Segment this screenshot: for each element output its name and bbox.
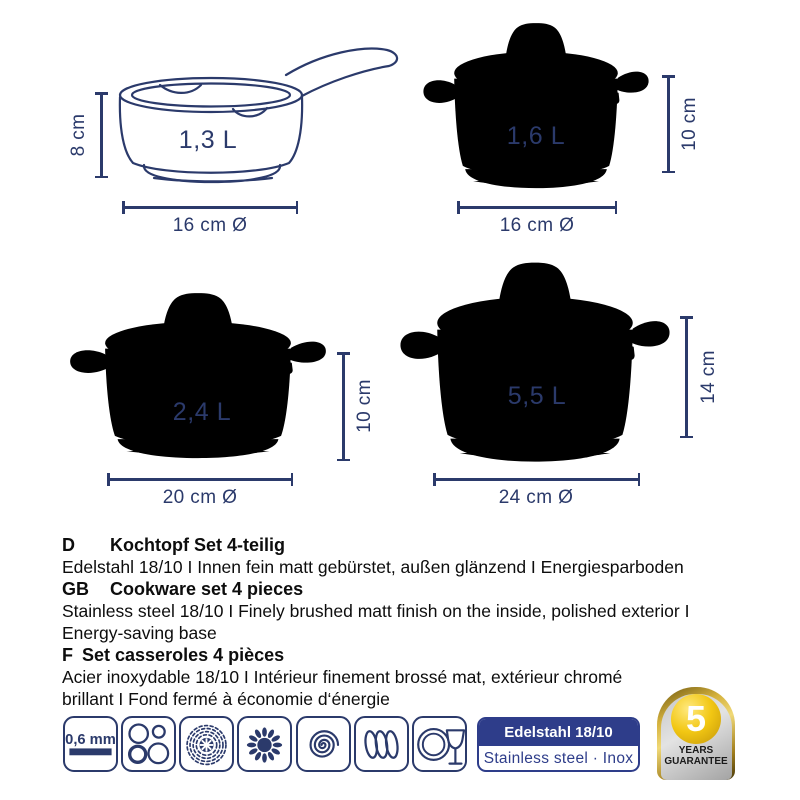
volume-label: 1,3 L (178, 126, 238, 154)
material-thickness-icon (63, 716, 118, 772)
description-title-text: Set casseroles 4 pièces (82, 645, 285, 665)
diameter-dimension-label: 16 cm Ø (499, 215, 575, 236)
material-badge-primary: Edelstahl 18/10 (479, 719, 638, 746)
guarantee-seal-body (661, 694, 732, 780)
description-title (62, 534, 774, 556)
material-badge (477, 717, 640, 772)
volume-label: 5,5 L (507, 382, 567, 410)
volume-label: 1,6 L (506, 122, 566, 150)
electric-hob-icon (296, 716, 351, 772)
dishwasher-safe-icon (412, 716, 467, 772)
diameter-dimension-label: 24 cm Ø (498, 487, 574, 508)
description-title (62, 578, 774, 600)
gas-hob-icon (237, 716, 292, 772)
language-code: F (62, 645, 73, 665)
thickness-label: 0,6 mm (65, 732, 116, 748)
height-dimension-line (685, 316, 688, 438)
height-dimension-label: 10 cm (354, 379, 375, 433)
guarantee-word-guarantee: GUARANTEE (664, 755, 728, 767)
description-title (62, 644, 774, 666)
material-badge-secondary: Stainless steel · Inox (483, 750, 634, 767)
description-body-line: Acier inoxydable 18/10 I Intérieur finement brossé mat, extérieur chromé (62, 667, 623, 687)
casserole-24cm-drawing (394, 254, 676, 476)
height-dimension-label: 8 cm (68, 113, 89, 157)
induction-hob-icon (354, 716, 409, 772)
description-english (62, 578, 774, 644)
diameter-dimension-line (433, 478, 640, 481)
height-dimension-label: 14 cm (698, 350, 719, 404)
description-title-text: Kochtopf Set 4-teilig (110, 535, 285, 555)
language-code: D (62, 535, 75, 555)
description-title-text: Cookware set 4 pieces (110, 579, 304, 599)
volume-label: 2,4 L (172, 398, 232, 426)
diameter-dimension-label: 16 cm Ø (172, 215, 248, 236)
guarantee-years-number: 5 (671, 694, 721, 744)
description-body-line: Stainless steel 18/10 I Finely brushed matt finish on the inside, polished exterior I (62, 601, 690, 621)
radiant-hob-icon (179, 716, 234, 772)
guarantee-word-years: YEARS (678, 744, 714, 756)
description-body-line: Energy-saving base (62, 623, 217, 643)
description-german (62, 534, 774, 578)
diameter-dimension-label: 20 cm Ø (162, 487, 238, 508)
height-dimension-label: 10 cm (679, 97, 700, 151)
description-body-line: brillant I Fond fermé à économie d‘énergie (62, 689, 390, 709)
description-body-line: Edelstahl 18/10 I Innen fein matt gebürstet, außen glänzend I Energiesparboden (62, 557, 684, 577)
language-code: GB (62, 579, 89, 599)
product-descriptions (62, 534, 774, 710)
ceramic-hob-icon (121, 716, 176, 772)
guarantee-seal (657, 687, 735, 780)
